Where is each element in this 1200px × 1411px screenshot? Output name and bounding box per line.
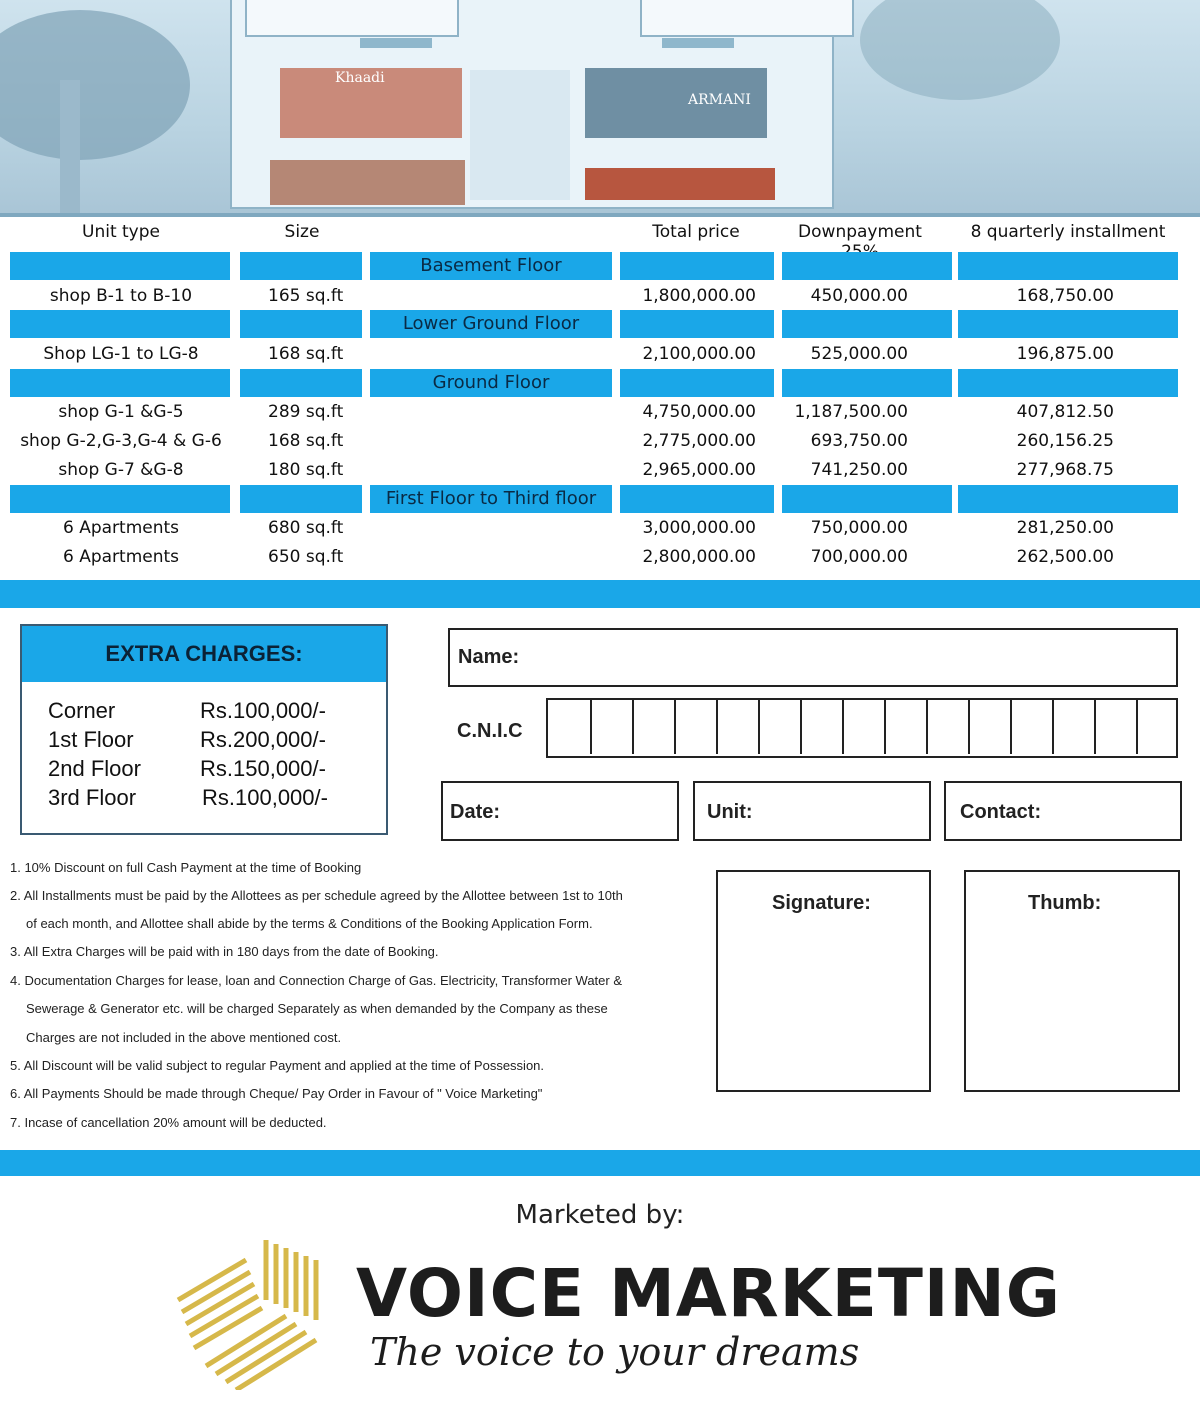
terms-note: 6. All Payments Should be made through Cheque/ Pay Order in Favour of " Voice Marketing" — [10, 1086, 543, 1101]
cell-inst: 168,750.00 — [1016, 286, 1114, 306]
cnic-digit-box — [548, 700, 592, 754]
header-unit-type: Unit type — [82, 222, 160, 242]
floor-label-first-to-third: First Floor to Third floor — [385, 488, 597, 509]
extra-charge-amount: Rs.100,000/- — [200, 698, 326, 723]
signature-field[interactable] — [716, 870, 931, 1092]
cell-down: 450,000.00 — [810, 286, 908, 306]
header-installment: 8 quarterly installment — [970, 222, 1166, 242]
cell-total: 2,775,000.00 — [642, 431, 756, 451]
cnic-digit-box — [674, 700, 718, 754]
cnic-field[interactable] — [546, 698, 1178, 758]
cell-unit: shop G-2,G-3,G-4 & G-6 — [20, 431, 222, 451]
cell-size: 168 sq.ft — [268, 344, 344, 364]
cell-unit: shop G-7 &G-8 — [58, 460, 184, 480]
cnic-digit-box — [632, 700, 676, 754]
footer-divider — [0, 1150, 1200, 1176]
cnic-digit-box — [716, 700, 760, 754]
cell-unit: shop G-1 &G-5 — [58, 402, 184, 422]
cnic-digit-box — [884, 700, 928, 754]
hero-border — [0, 213, 1200, 217]
cell-down: 750,000.00 — [810, 518, 908, 538]
terms-note: 2. All Installments must be paid by the Allottees as per schedule agreed by the Allottee between 1st to 10th — [10, 888, 623, 903]
floor-label-lower-ground: Lower Ground Floor — [402, 313, 580, 334]
thumb-field[interactable] — [964, 870, 1180, 1092]
terms-note: 5. All Discount will be valid subject to regular Payment and applied at the time of Possession. — [10, 1058, 545, 1073]
contact-label: Contact: — [960, 801, 1042, 823]
cnic-digit-box — [758, 700, 802, 754]
cnic-digit-box — [842, 700, 886, 754]
marketed-by-label: Marketed by: — [515, 1200, 685, 1230]
cell-total: 1,800,000.00 — [642, 286, 756, 306]
date-label: Date: — [450, 801, 501, 823]
cnic-digit-box — [800, 700, 844, 754]
extra-charges-box — [20, 624, 388, 835]
cell-inst: 407,812.50 — [1016, 402, 1114, 422]
date-field[interactable] — [441, 781, 679, 841]
cell-down: 741,250.00 — [810, 460, 908, 480]
header-total-price: Total price — [652, 222, 740, 242]
cnic-digit-box — [1010, 700, 1054, 754]
cell-total: 2,800,000.00 — [642, 547, 756, 567]
cnic-digit-box — [590, 700, 634, 754]
cnic-digit-box — [1094, 700, 1138, 754]
cell-inst: 281,250.00 — [1016, 518, 1114, 538]
cnic-digit-box — [1052, 700, 1096, 754]
extra-charge-amount: Rs.200,000/- — [200, 727, 326, 752]
extra-charges-title: EXTRA CHARGES: — [22, 626, 386, 682]
cell-inst: 260,156.25 — [1016, 431, 1114, 451]
cell-total: 2,965,000.00 — [642, 460, 756, 480]
cell-total: 4,750,000.00 — [642, 402, 756, 422]
extra-charge-label: Corner — [48, 698, 116, 723]
terms-note: 4. Documentation Charges for lease, loan and Connection Charge of Gas. Electricity, Transformer Water & — [10, 973, 623, 988]
unit-field[interactable] — [693, 781, 931, 841]
cell-size: 180 sq.ft — [268, 460, 344, 480]
cell-down: 525,000.00 — [810, 344, 908, 364]
cell-down: 700,000.00 — [810, 547, 908, 567]
cell-size: 650 sq.ft — [268, 547, 344, 567]
extra-charge-label: 1st Floor — [48, 727, 134, 752]
name-label: Name: — [458, 646, 520, 668]
name-field[interactable] — [448, 628, 1178, 687]
terms-note: Charges are not included in the above mentioned cost. — [26, 1030, 342, 1045]
extra-charge-label: 2nd Floor — [48, 756, 141, 781]
terms-note: 1. 10% Discount on full Cash Payment at the time of Booking — [10, 860, 362, 875]
header-downpayment: Downpayment — [798, 222, 922, 242]
terms-note: 3. All Extra Charges will be paid with in 180 days from the date of Booking. — [10, 944, 439, 959]
cell-inst: 262,500.00 — [1016, 547, 1114, 567]
cell-down: 693,750.00 — [810, 431, 908, 451]
cell-down: 1,187,500.00 — [794, 402, 908, 422]
shop-sign-left: Khaadi — [335, 70, 385, 86]
cell-total: 3,000,000.00 — [642, 518, 756, 538]
cell-unit: Shop LG-1 to LG-8 — [43, 344, 199, 364]
cnic-digit-box — [926, 700, 970, 754]
cell-unit: 6 Apartments — [62, 518, 180, 538]
building-photo — [0, 0, 1200, 215]
thumb-label: Thumb: — [1028, 892, 1102, 914]
extra-charge-label: 3rd Floor — [48, 785, 137, 810]
cnic-label: C.N.I.C — [457, 720, 523, 742]
floor-label-ground: Ground Floor — [432, 372, 550, 393]
cnic-digit-box — [968, 700, 1012, 754]
cell-inst: 277,968.75 — [1016, 460, 1114, 480]
cell-inst: 196,875.00 — [1016, 344, 1114, 364]
extra-charge-amount: Rs.150,000/- — [200, 756, 326, 781]
terms-note: 7. Incase of cancellation 20% amount will be deducted. — [10, 1115, 327, 1130]
cell-size: 680 sq.ft — [268, 518, 344, 538]
unit-label: Unit: — [707, 801, 753, 823]
section-divider — [0, 580, 1200, 608]
cell-unit: shop B-1 to B-10 — [49, 286, 193, 306]
floor-label-basement: Basement Floor — [420, 255, 562, 276]
cell-size: 165 sq.ft — [268, 286, 344, 306]
contact-field[interactable] — [944, 781, 1182, 841]
cell-unit: 6 Apartments — [62, 547, 180, 567]
terms-note: Sewerage & Generator etc. will be charged Separately as when demanded by the Company as these — [26, 1001, 608, 1016]
extra-charge-amount: Rs.100,000/- — [202, 785, 328, 810]
brand-tagline: The voice to your dreams — [370, 1330, 860, 1374]
terms-note: of each month, and Allottee shall abide by the terms & Conditions of the Booking Application Form. — [26, 916, 593, 931]
header-size: Size — [284, 222, 320, 242]
cell-total: 2,100,000.00 — [642, 344, 756, 364]
signature-label: Signature: — [772, 892, 871, 914]
cell-size: 168 sq.ft — [268, 431, 344, 451]
shop-sign-right: ARMANI — [688, 92, 751, 108]
brand-name: VOICE MARKETING — [356, 1255, 1061, 1332]
voice-marketing-logo — [176, 1240, 328, 1390]
cell-size: 289 sq.ft — [268, 402, 344, 422]
